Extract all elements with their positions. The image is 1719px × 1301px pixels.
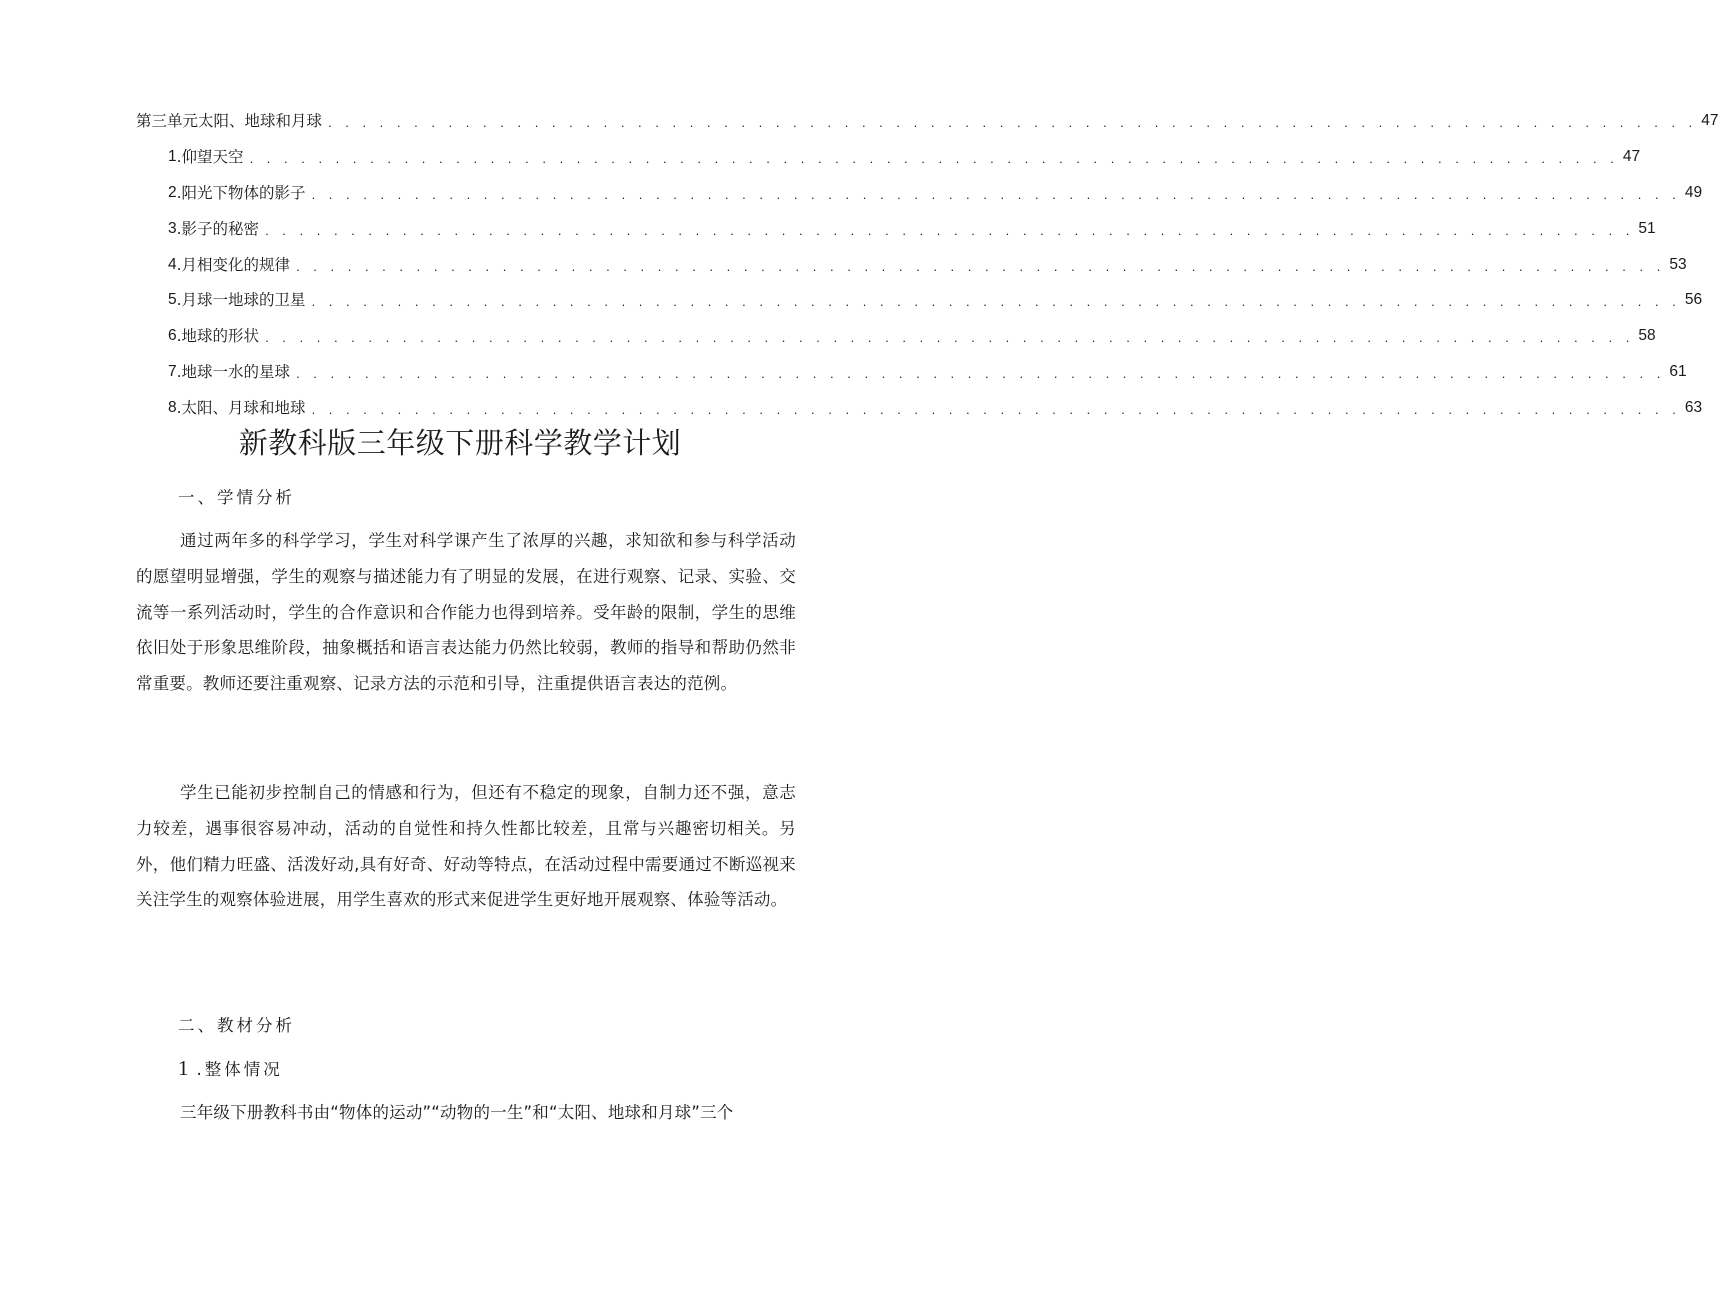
toc-entry-number: 8	[168, 399, 177, 417]
toc-dot-leader: . . . . . . . . . . . . . . . . . . . . . . . . . . . . . . . . . . . . . . . . . . . . . . . . . . . . . . . . . . . . . . . . . . . . . . . . . . . . . . . .	[311, 294, 1681, 310]
toc-entry-title: .月球一地球的卫星	[176, 291, 306, 310]
toc-entry[interactable]	[136, 175, 1703, 211]
toc-entry[interactable]	[136, 211, 1656, 247]
section-heading-student-analysis: 一、学情分析	[178, 488, 295, 507]
toc-dot-leader: . . . . . . . . . . . . . . . . . . . . . . . . . . . . . . . . . . . . . . . . . . . . . . . . . . . . . . . . . . . . . . . . . . . . . . . . . . . . . . . .	[328, 114, 1698, 130]
toc-entry-title: .地球的形状	[176, 327, 260, 346]
toc-entry-number: 1	[168, 147, 177, 165]
toc-entry-title: .阳光下物体的影子	[176, 183, 306, 202]
toc-entry-number: 3	[168, 219, 177, 237]
subsection-heading-overall	[178, 1056, 283, 1081]
toc-entry-number: 4	[168, 255, 177, 273]
toc-entry-title: 第三单元太阳、地球和月球	[136, 111, 323, 130]
toc-entry-page-number: 47	[1622, 147, 1641, 165]
subsection-number: 1	[178, 1056, 189, 1080]
toc-entry[interactable]	[136, 354, 1687, 390]
toc-entry-page-number: 58	[1638, 327, 1656, 345]
toc-entry-title: .太阳、月球和地球	[176, 399, 306, 418]
toc-entry[interactable]	[136, 282, 1703, 318]
toc-entry-number: 7	[168, 363, 177, 381]
section-heading-textbook-analysis: 二、教材分析	[178, 1016, 295, 1035]
toc-entry-page-number: 47	[1701, 111, 1719, 129]
toc-entry-page-number: 56	[1684, 291, 1703, 309]
toc-dot-leader: . . . . . . . . . . . . . . . . . . . . . . . . . . . . . . . . . . . . . . . . . . . . . . . . . . . . . . . . . . . . . . . . . . . . . . . . . . . . . . . .	[249, 150, 1619, 166]
toc-entry[interactable]	[136, 139, 1641, 175]
subsection-title: .整体情况	[196, 1060, 283, 1079]
toc-dot-leader: . . . . . . . . . . . . . . . . . . . . . . . . . . . . . . . . . . . . . . . . . . . . . . . . . . . . . . . . . . . . . . . . . . . . . . . . . . . . . . . .	[296, 366, 1666, 382]
table-of-contents	[136, 103, 1719, 426]
toc-entry-number: 5	[168, 291, 177, 309]
toc-entry-number: 2	[168, 183, 177, 201]
toc-entry-title: .影子的秘密	[176, 219, 260, 238]
toc-entry-title: .仰望天空	[176, 147, 244, 166]
toc-dot-leader: . . . . . . . . . . . . . . . . . . . . . . . . . . . . . . . . . . . . . . . . . . . . . . . . . . . . . . . . . . . . . . . . . . . . . . . . . . . . . . . .	[311, 402, 1681, 418]
toc-entry-page-number: 53	[1669, 255, 1687, 273]
toc-entry[interactable]	[136, 247, 1687, 283]
toc-entry-page-number: 49	[1684, 183, 1703, 201]
paragraph-student-analysis-2: 学生已能初步控制自己的情感和行为，但还有不稳定的现象，自制力还不强，意志力较差，遇事很容易冲动，活动的自觉性和持久性都比较差，且常与兴趣密切相关。另外，他们精力旺盛、活泼好动,具有好奇、好动等特点，在活动过程中需要通过不断巡视来关注学生的观察体验进展，用学生喜欢的形式来促进学生更好地开展观察、体验等活动。	[136, 783, 796, 910]
toc-dot-leader: . . . . . . . . . . . . . . . . . . . . . . . . . . . . . . . . . . . . . . . . . . . . . . . . . . . . . . . . . . . . . . . . . . . . . . . . . . . . . . . .	[265, 330, 1635, 346]
paragraph-student-analysis-1: 通过两年多的科学学习，学生对科学课产生了浓厚的兴趣，求知欲和参与科学活动的愿望明显增强，学生的观察与描述能力有了明显的发展，在进行观察、记录、实验、交流等一系列活动时，学生的合作意识和合作能力也得到培养。受年龄的限制，学生的思维依旧处于形象思维阶段，抽象概括和语言表达能力仍然比较弱，教师的指导和帮助仍然非常重要。教师还要注重观察、记录方法的示范和引导，注重提供语言表达的范例。	[136, 531, 796, 694]
document-title: 新教科版三年级下册科学教学计划	[238, 426, 682, 460]
toc-entry[interactable]	[136, 318, 1656, 354]
toc-dot-leader: . . . . . . . . . . . . . . . . . . . . . . . . . . . . . . . . . . . . . . . . . . . . . . . . . . . . . . . . . . . . . . . . . . . . . . . . . . . . . . . .	[311, 186, 1681, 202]
toc-entry-page-number: 61	[1669, 363, 1687, 381]
paragraph-overall: 三年级下册教科书由“物体的运动”“动物的一生”和“太阳、地球和月球”三个	[180, 1103, 734, 1122]
toc-dot-leader: . . . . . . . . . . . . . . . . . . . . . . . . . . . . . . . . . . . . . . . . . . . . . . . . . . . . . . . . . . . . . . . . . . . . . . . . . . . . . . . .	[265, 222, 1635, 238]
toc-entry[interactable]	[136, 103, 1719, 139]
toc-entry-title: .月相变化的规律	[176, 255, 291, 274]
toc-entry-page-number: 63	[1684, 399, 1703, 417]
toc-entry-page-number: 51	[1638, 219, 1656, 237]
toc-dot-leader: . . . . . . . . . . . . . . . . . . . . . . . . . . . . . . . . . . . . . . . . . . . . . . . . . . . . . . . . . . . . . . . . . . . . . . . . . . . . . . . .	[296, 258, 1666, 274]
toc-entry-title: .地球一水的星球	[176, 363, 291, 382]
toc-entry-number: 6	[168, 327, 177, 345]
